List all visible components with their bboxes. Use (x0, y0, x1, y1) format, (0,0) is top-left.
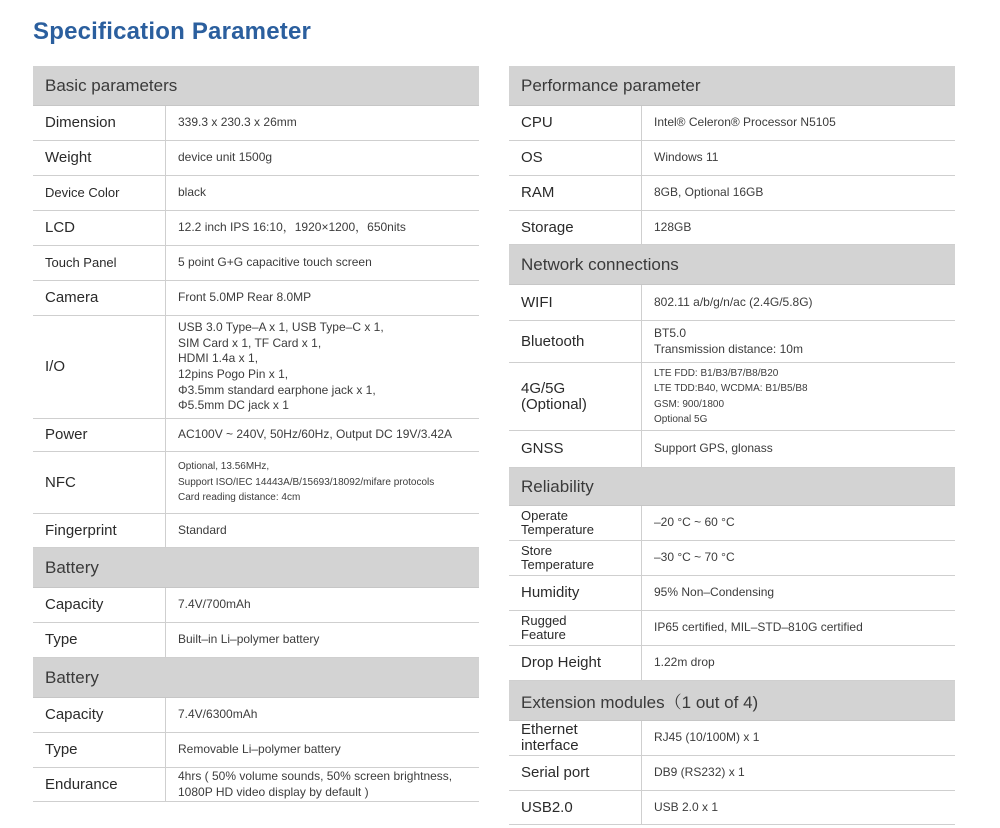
section-header-rel-iability: Rel​iability (509, 468, 955, 506)
spec-value: device unit 1500g (178, 150, 273, 165)
spec-row-lcd (33, 211, 479, 246)
spec-label: OS (509, 141, 642, 175)
spec-row-nfc (33, 452, 479, 514)
spec-value: IP65 certified, MIL–STD–810G certified (654, 620, 863, 635)
spec-label: Operate Temperature (509, 506, 642, 540)
spec-value: black (178, 185, 207, 200)
spec-row-i-o (33, 316, 479, 419)
spec-value: 5 point G+G capacitive touch screen (178, 255, 372, 270)
spec-value: 7.4V/700mAh (178, 597, 251, 612)
spec-row-dimension (33, 106, 479, 141)
spec-value: 128GB (654, 219, 692, 234)
spec-label: Device Color (33, 176, 166, 210)
section-header-battery: Battery (33, 548, 479, 588)
spec-value: 7.4V/6300mAh (178, 707, 258, 722)
section-header-extension-modules-1-out-of-4: Extension modules（1 out of 4) (509, 681, 955, 721)
spec-row-serial-port (509, 756, 955, 791)
spec-value: AC100V ~ 240V, 50Hz/60Hz, Output DC 19V/3.42A (178, 427, 453, 442)
spec-value: Standard (178, 522, 227, 537)
spec-label: Capacity (33, 698, 166, 732)
spec-label: Camera (33, 281, 166, 315)
spec-row-drop-height (509, 646, 955, 681)
spec-value: Built–in Li–polymer battery (178, 632, 320, 647)
spec-value: –20 °C ~ 60 °C (654, 515, 735, 530)
spec-value: Intel® Celeron® Processor N5105 (654, 115, 836, 130)
spec-row-rugged-feature (509, 611, 955, 646)
spec-label: Dimension (33, 106, 166, 140)
spec-value: Front 5.0MP Rear 8.0MP (178, 290, 312, 305)
spec-row-power (33, 419, 479, 452)
spec-label: NFC (33, 452, 166, 513)
page-title: Specification Parameter (33, 18, 312, 45)
performance-parameters-table (509, 66, 955, 825)
spec-value: 1.22m drop (654, 655, 715, 670)
spec-label: Humidity (509, 576, 642, 610)
spec-row-capacity (33, 698, 479, 733)
spec-row-wifi (509, 285, 955, 321)
spec-value: 4hrs ( 50% volume sounds, 50% screen brightness, 1080P HD video display by default ) (178, 768, 453, 799)
spec-row-humidity (509, 576, 955, 611)
spec-label: Type (33, 623, 166, 657)
spec-label: RAM (509, 176, 642, 210)
spec-label: USB2.0 (509, 791, 642, 824)
spec-row-ethernet-interface (509, 721, 955, 756)
spec-row-storage (509, 211, 955, 245)
spec-row-gnss (509, 431, 955, 468)
spec-label: WIFI (509, 285, 642, 320)
spec-value: 8GB, Optional 16GB (654, 185, 764, 200)
spec-label: Type (33, 733, 166, 767)
spec-value: 339.3 x 230.3 x 26mm (178, 115, 297, 130)
spec-row-camera (33, 281, 479, 316)
spec-row-capacity (33, 588, 479, 623)
section-header-network-connections: Network connections (509, 245, 955, 285)
spec-label: Serial port (509, 756, 642, 790)
spec-row-ram (509, 176, 955, 211)
spec-row-operate-temperature (509, 506, 955, 541)
spec-value: RJ45 (10/100M) x 1 (654, 730, 760, 745)
basic-parameters-table (33, 66, 479, 802)
spec-label: Storage (509, 211, 642, 244)
spec-value: DB9 (RS232) x 1 (654, 765, 745, 780)
spec-label: I/O (33, 316, 166, 418)
spec-value: LTE FDD: B1/B3/B7/B8/B20 LTE TDD:B40, WCDMA: B1/B5/B8 GSM: 900/1800 Optional 5G (654, 367, 808, 425)
spec-row-fingerprint (33, 514, 479, 548)
spec-row-os (509, 141, 955, 176)
spec-row-endurance (33, 768, 479, 802)
spec-label: Rugged Feature (509, 611, 642, 645)
spec-value: USB 2.0 x 1 (654, 799, 719, 814)
spec-row-type (33, 733, 479, 768)
spec-value: –30 °C ~ 70 °C (654, 550, 735, 565)
spec-row-4g-5g-optional (509, 363, 955, 431)
spec-label: Weight (33, 141, 166, 175)
spec-label: Capacity (33, 588, 166, 622)
spec-row-touch-panel (33, 246, 479, 281)
spec-label: 4G/5G (Optional) (509, 363, 642, 430)
spec-label: LCD (33, 211, 166, 245)
spec-label: GNSS (509, 431, 642, 467)
section-header-battery: Battery (33, 658, 479, 698)
spec-row-cpu (509, 106, 955, 141)
spec-value: Removable Li–polymer battery (178, 742, 341, 757)
section-header-performance-parameter: Performance parameter (509, 66, 955, 106)
spec-label: CPU (509, 106, 642, 140)
spec-row-weight (33, 141, 479, 176)
spec-value: 802.11 a/b/g/n/ac (2.4G/5.8G) (654, 294, 813, 309)
spec-value: Optional, 13.56MHz, Support ISO/IEC 14443A/B/15693/18092/mifare protocols Card reading distance: 4cm (178, 461, 435, 504)
spec-value: BT5.0 Transmission distance: 10m (654, 325, 803, 356)
spec-label: Ethernet interface (509, 721, 642, 755)
spec-label: Endurance (33, 768, 166, 801)
spec-value: 95% Non–Condensing (654, 585, 775, 600)
spec-label: Bluetooth (509, 321, 642, 362)
spec-value: USB 3.0 Type–A x 1, USB Type–C x 1, SIM Card x 1, TF Card x 1, HDMI 1.4a x 1, 12pins Pogo Pin x 1, Φ3.5mm standard earphone jack x 1, Φ5.5mm DC jack x 1 (178, 320, 384, 413)
spec-label: Power (33, 419, 166, 451)
spec-value: Windows 11 (654, 150, 719, 165)
spec-value: 12.2 inch IPS 16:10，1920×1200，650nits (178, 220, 406, 235)
spec-row-store-temperature (509, 541, 955, 576)
spec-row-device-color (33, 176, 479, 211)
spec-value: Support GPS, glonass (654, 441, 773, 456)
spec-label: Fingerprint (33, 514, 166, 547)
spec-label: Touch Panel (33, 246, 166, 280)
spec-row-usb2-0 (509, 791, 955, 825)
spec-row-type (33, 623, 479, 658)
section-header-basic-parameters: Basic parameters (33, 66, 479, 106)
spec-row-bluetooth (509, 321, 955, 363)
spec-label: Store Temperature (509, 541, 642, 575)
spec-label: Drop Height (509, 646, 642, 680)
